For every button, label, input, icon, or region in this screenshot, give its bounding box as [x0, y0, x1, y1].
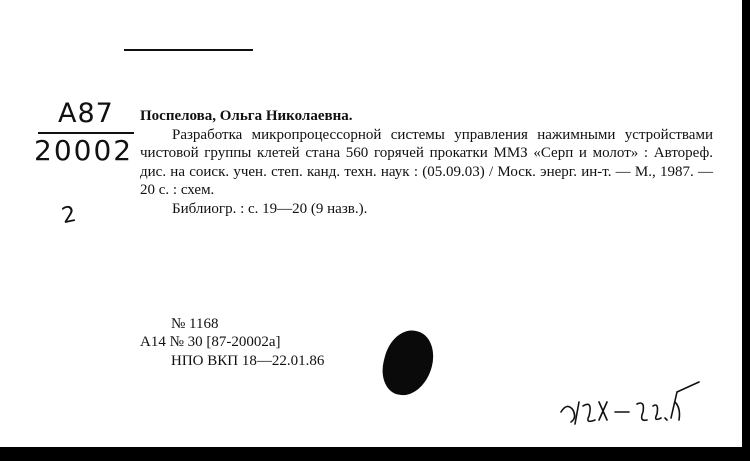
bibliography-note: Библиогр. : с. 19—20 (9 назв.). — [172, 200, 368, 217]
shelf-mark-top: А87 — [58, 98, 114, 129]
bibliographic-record — [140, 107, 713, 218]
shelf-mark-bottom: 20002 — [34, 134, 134, 167]
ink-blot — [377, 325, 440, 401]
margin-mark: 2 — [59, 201, 80, 230]
record-body: Разработка микропроцессорной системы управления нажимными устройствами чистовой группы клетей стана 560 горячей прокатки ММЗ «Серп и молот» : Автореф. дис. на соиск. учен. степ. канд. техн. наук : (05.09.03) / Моск. энерг. ин-т. — М., 1987. — 20 с. : схем. — [140, 126, 713, 198]
accession-number: № 1168 — [171, 316, 219, 332]
author-heading: Поспелова, Ольга Николаевна. — [140, 108, 353, 124]
handwritten-signature — [553, 372, 703, 430]
top-rule — [124, 49, 253, 51]
fund-number: А14 № 30 [87-20002а] — [140, 334, 281, 350]
npo-stamp: НПО ВКП 18—22.01.86 — [171, 353, 325, 369]
